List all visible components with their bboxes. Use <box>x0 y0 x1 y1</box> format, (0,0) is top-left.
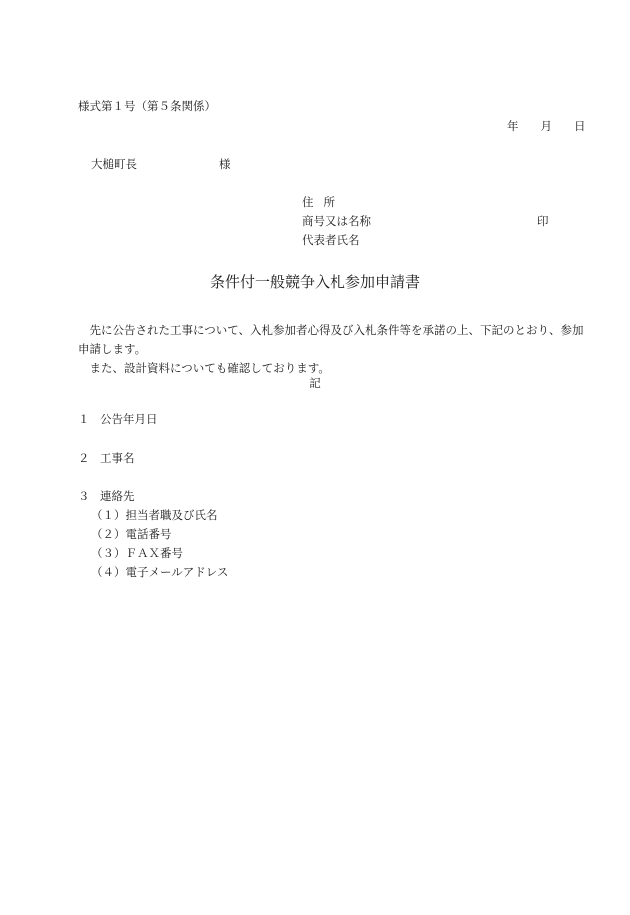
ki-heading: 記 <box>309 376 321 390</box>
body-paragraph-2: また、設計資料についても確認しております。 <box>89 361 330 375</box>
email-address-label: （４）電子メールアドレス <box>91 565 229 579</box>
form-number: 様式第１号（第５条関係） <box>78 99 216 113</box>
item-number: ２ <box>78 451 90 465</box>
seal-label: 印 <box>537 214 549 228</box>
company-name-label: 商号又は名称 <box>302 214 371 228</box>
addressee-name: 大槌町長 <box>91 157 137 171</box>
phone-number-label: （２）電話番号 <box>91 527 172 541</box>
contact-person-label: （１）担当者職及び氏名 <box>91 508 218 522</box>
item-number: １ <box>78 412 90 426</box>
applicant-block <box>302 197 371 254</box>
item-announcement-date <box>78 414 158 426</box>
item-contact <box>78 491 135 503</box>
fax-number-label: （３）ＦＡＸ番号 <box>91 546 183 560</box>
address-label: 住所 <box>302 195 345 209</box>
date-line <box>507 121 586 133</box>
contact-sub-list <box>91 510 228 586</box>
item-label: 工事名 <box>100 451 135 465</box>
item-number: ３ <box>78 489 90 503</box>
addressee <box>91 159 231 171</box>
date-year-label: 年 <box>507 119 519 133</box>
item-construction-name <box>78 453 135 465</box>
item-label: 連絡先 <box>100 489 135 503</box>
document-title: 条件付一般競争入札参加申請書 <box>209 273 420 291</box>
body-text <box>78 321 590 378</box>
date-month-label: 月 <box>540 119 552 133</box>
representative-label: 代表者氏名 <box>302 233 360 247</box>
body-paragraph-1: 先に公告された工事について、入札参加者心得及び入札条件等を承諾の上、下記のとおり、参加申請します。 <box>78 323 584 356</box>
item-label: 公告年月日 <box>100 412 158 426</box>
addressee-honorific: 様 <box>219 157 231 171</box>
date-day-label: 日 <box>574 119 586 133</box>
